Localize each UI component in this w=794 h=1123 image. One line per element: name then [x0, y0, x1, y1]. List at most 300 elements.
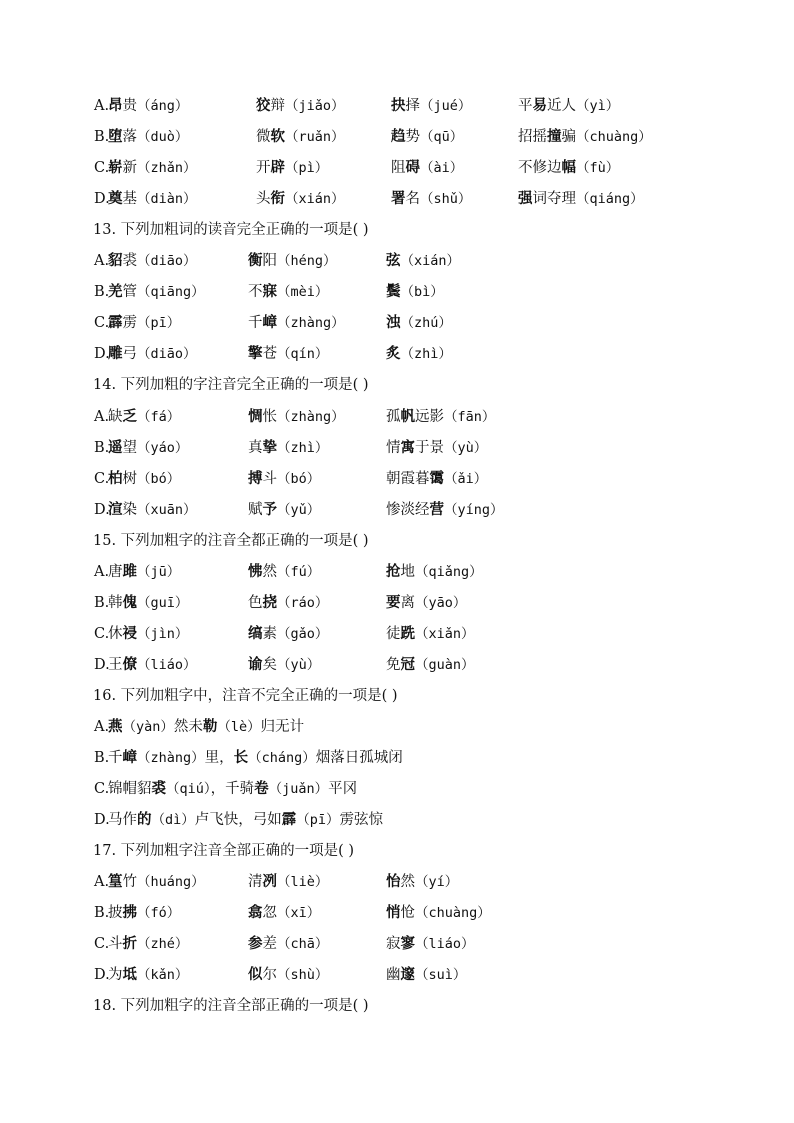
pinyin: （liáo） — [137, 656, 197, 673]
bold-char: 嶂 — [262, 314, 277, 332]
bold-char: 燕 — [108, 718, 123, 735]
pinyin: （jū） — [137, 563, 181, 580]
question-stem: 17. 下列加粗字注音全部正确的一项是( ) — [93, 843, 355, 860]
item-text: 树 — [122, 470, 137, 487]
pinyin: （qiáng） — [576, 191, 644, 208]
bold-char: 雕 — [108, 345, 123, 363]
bold-char: 挚 — [262, 438, 277, 456]
bold-char: 软 — [270, 128, 285, 146]
bold-char: 貂 — [108, 252, 123, 270]
option-item — [386, 312, 452, 334]
pinyin: （zhì） — [400, 346, 452, 363]
item-text: 尔 — [262, 967, 277, 984]
item-text: 清 — [248, 874, 263, 891]
bold-char: 寥 — [400, 935, 415, 953]
item-text: 然 — [262, 563, 277, 580]
bold-char: 霹 — [108, 314, 123, 332]
bold-char: 抉 — [391, 97, 406, 114]
item-text: 招摇 — [518, 129, 547, 146]
item-text: 苍 — [262, 346, 277, 363]
bold-char: 狡 — [256, 97, 271, 114]
bold-char: 怡 — [386, 873, 401, 891]
option-item — [518, 157, 619, 179]
pinyin: （huáng） — [137, 874, 205, 891]
bold-char: 缟 — [248, 624, 263, 642]
pinyin: （qū） — [420, 129, 464, 146]
pinyin: （yǔ） — [277, 501, 321, 518]
option-label: C. — [94, 625, 110, 642]
pinyin: （yāo） — [415, 594, 467, 611]
pinyin: （duò） — [137, 129, 189, 146]
option-item — [248, 561, 320, 583]
item-text: 韩 — [108, 594, 123, 611]
item-text: 唐 — [108, 563, 123, 580]
option-label: D. — [94, 656, 110, 673]
item-text: 平冈 — [328, 781, 358, 798]
item-text: 竹 — [122, 874, 137, 891]
bold-char: 裘 — [151, 780, 166, 798]
pinyin: （ǎi） — [444, 470, 488, 487]
bold-char: 似 — [248, 966, 263, 984]
option-item — [256, 157, 328, 179]
pinyin: （diāo） — [137, 346, 197, 363]
bold-char: 撞 — [547, 128, 562, 146]
bold-char: 渲 — [108, 500, 123, 518]
option-label: C. — [94, 160, 110, 177]
item-text: 贵 — [122, 98, 137, 114]
pinyin: （zhǎn） — [137, 160, 197, 177]
question-stem: 13. 下列加粗词的读音完全正确的一项是( ) — [93, 222, 369, 239]
pinyin: （yàn） — [122, 719, 174, 735]
pinyin: （áng） — [137, 98, 189, 114]
item-text: 管 — [122, 284, 137, 301]
option-label: A. — [94, 98, 110, 114]
pinyin: （bó） — [277, 470, 321, 487]
bold-char: 拂 — [122, 904, 137, 922]
option-item — [195, 812, 340, 828]
bold-char: 鬓 — [386, 283, 401, 301]
option-item — [256, 188, 345, 210]
option-item — [108, 781, 211, 797]
item-text: 头 — [256, 191, 271, 208]
option-label: B. — [94, 905, 110, 922]
bold-char: 营 — [429, 500, 444, 518]
question-stem: 15. 下列加粗字的注音全都正确的一项是( ) — [93, 532, 369, 549]
pinyin: （qiú） — [166, 781, 211, 798]
option-item — [386, 406, 495, 428]
option-label: A. — [94, 563, 110, 580]
option-item — [108, 468, 180, 490]
pinyin: （héng） — [277, 253, 337, 270]
bold-char: 衡 — [248, 252, 263, 270]
option-item — [248, 406, 345, 428]
pinyin: （chā） — [277, 936, 329, 953]
option-item — [518, 126, 652, 148]
pinyin: （diàn） — [137, 191, 197, 208]
option-item — [211, 781, 329, 797]
item-text: 平 — [518, 98, 533, 114]
option-item — [108, 561, 180, 583]
item-text: 远影 — [415, 408, 444, 425]
item-text: 里， — [204, 750, 234, 767]
bold-char: 挠 — [262, 593, 277, 611]
item-text: 雳 — [122, 315, 137, 332]
bold-char: 署 — [391, 190, 406, 208]
option-item — [391, 188, 471, 210]
bold-char: 参 — [248, 935, 263, 953]
item-text: 情 — [386, 439, 401, 456]
option-item — [386, 437, 487, 459]
option-sentence — [108, 747, 403, 769]
item-text: 不修边 — [518, 160, 562, 177]
item-text: 词夺理 — [532, 191, 576, 208]
bold-char: 帆 — [400, 407, 415, 425]
option-item — [261, 719, 305, 735]
bold-char: 予 — [262, 500, 277, 518]
item-text: 归无计 — [260, 719, 305, 735]
pinyin: （yáo） — [137, 439, 189, 456]
pinyin: （juǎn） — [268, 781, 329, 798]
option-item — [248, 468, 320, 490]
item-text: ，千骑 — [210, 781, 255, 798]
option-item — [256, 95, 345, 117]
pinyin: （fú） — [277, 563, 321, 580]
pinyin: （zhàng） — [277, 315, 345, 332]
bold-char: 幅 — [561, 159, 576, 177]
option-item — [108, 719, 174, 735]
option-sentence — [108, 716, 304, 738]
option-item — [248, 592, 328, 614]
option-label: D. — [94, 191, 110, 208]
bold-char: 搏 — [248, 469, 263, 487]
option-label: A. — [94, 408, 110, 425]
pinyin: （qiāng） — [137, 284, 205, 301]
item-text: 锦帽貂 — [108, 781, 152, 798]
bold-char: 雎 — [122, 562, 137, 580]
item-text: 马作 — [108, 812, 137, 829]
pinyin: （liáo） — [415, 936, 475, 953]
item-text: 千 — [108, 750, 123, 767]
item-text: 矣 — [262, 656, 277, 673]
option-item — [256, 126, 345, 148]
option-item — [108, 95, 188, 117]
bold-char: 碍 — [405, 159, 420, 177]
pinyin: （lè） — [217, 719, 261, 735]
item-text: 择 — [405, 98, 420, 114]
item-text: 怆 — [400, 905, 415, 922]
option-item — [386, 902, 491, 924]
pinyin: （zhú） — [400, 315, 452, 332]
bold-char: 折 — [122, 935, 137, 953]
pinyin: （chuàng） — [415, 905, 491, 922]
bold-char: 衔 — [270, 190, 285, 208]
pinyin: （chuàng） — [576, 129, 652, 146]
bold-char: 嶂 — [122, 749, 137, 767]
option-label: D. — [94, 812, 110, 829]
bold-char: 奠 — [108, 190, 123, 208]
option-item — [248, 281, 328, 303]
option-item — [248, 933, 328, 955]
option-item — [108, 812, 195, 828]
option-label: A. — [94, 719, 110, 735]
option-item — [391, 126, 463, 148]
pinyin: （qiǎng） — [415, 563, 483, 580]
option-item — [108, 871, 205, 893]
bold-char: 翕 — [248, 904, 263, 922]
bold-char: 勒 — [202, 718, 218, 735]
bold-char: 弦 — [386, 252, 401, 270]
bold-char: 卷 — [254, 780, 269, 798]
item-text: 斗 — [108, 936, 123, 953]
option-label: B. — [94, 439, 110, 456]
pinyin: （cháng） — [248, 750, 316, 767]
option-item — [248, 902, 320, 924]
pinyin: （guàn） — [415, 656, 475, 673]
option-item — [108, 964, 188, 986]
item-text: 孤 — [386, 408, 401, 425]
pinyin: （jué） — [420, 98, 472, 114]
bold-char: 篁 — [108, 873, 123, 891]
item-text: 于景 — [415, 439, 444, 456]
item-text: 微 — [256, 129, 271, 146]
item-text: 千 — [248, 315, 263, 332]
bold-char: 傀 — [122, 593, 137, 611]
item-text: 开 — [256, 160, 271, 177]
item-text: 阻 — [391, 160, 406, 177]
pinyin: （xián） — [400, 253, 461, 270]
pinyin: （liè） — [277, 874, 329, 891]
option-label: C. — [94, 936, 110, 953]
bold-char: 长 — [233, 749, 249, 767]
item-text: 真 — [248, 439, 263, 456]
option-label: D. — [94, 967, 110, 984]
item-text: 然 — [400, 874, 415, 891]
pinyin: （mèi） — [277, 284, 329, 301]
pinyin: （kǎn） — [137, 967, 189, 984]
item-text: 势 — [405, 129, 420, 146]
bold-char: 霭 — [429, 469, 444, 487]
bold-char: 谕 — [248, 655, 263, 673]
bold-char: 悄 — [386, 904, 401, 922]
bold-char: 霹 — [281, 811, 297, 829]
pinyin: （xián） — [285, 191, 345, 208]
bold-char: 冠 — [400, 655, 415, 673]
bold-char: 寐 — [262, 283, 277, 301]
option-label: D. — [94, 501, 110, 518]
option-label: B. — [94, 594, 110, 611]
pinyin: （shù） — [277, 967, 329, 984]
pinyin: （suì） — [415, 967, 467, 984]
pinyin: （jìn） — [137, 625, 189, 642]
item-text: 基 — [122, 191, 137, 208]
option-item — [386, 250, 460, 272]
item-text: 望 — [122, 439, 137, 456]
item-text: 然未 — [173, 719, 203, 735]
bold-char: 要 — [386, 593, 401, 611]
bold-char: 炙 — [386, 345, 401, 363]
option-item — [248, 343, 328, 365]
option-item — [108, 281, 205, 303]
item-text: 离 — [400, 594, 415, 611]
item-text: 雳弦惊 — [339, 812, 384, 829]
option-item — [248, 499, 320, 521]
option-item — [108, 933, 188, 955]
pinyin: （guī） — [137, 594, 189, 611]
bold-char: 趋 — [391, 128, 406, 146]
option-item — [340, 812, 384, 828]
item-text: 新 — [122, 160, 137, 177]
pinyin: （bì） — [400, 284, 444, 301]
item-text: 王 — [108, 656, 123, 673]
option-item — [108, 902, 180, 924]
item-text: 素 — [262, 625, 277, 642]
option-label: A. — [94, 253, 110, 270]
option-item — [108, 312, 180, 334]
question-stem: 16. 下列加粗字中，注音不完全正确的一项是( ) — [93, 687, 398, 704]
item-text: 卢飞快，弓如 — [194, 812, 282, 829]
item-text: 染 — [122, 501, 137, 518]
pinyin: （fù） — [576, 160, 620, 177]
pinyin: （fān） — [444, 408, 496, 425]
option-sentence — [108, 778, 357, 800]
option-item — [108, 750, 205, 766]
option-label: C. — [94, 470, 110, 487]
item-text: 烟落日孤城闭 — [315, 750, 403, 767]
option-item — [386, 499, 504, 521]
pinyin: （pī） — [296, 812, 340, 829]
pinyin: （yù） — [444, 439, 488, 456]
item-text: 辩 — [270, 98, 285, 114]
bold-char: 寓 — [400, 438, 415, 456]
option-item — [108, 250, 197, 272]
pinyin: （fó） — [137, 905, 181, 922]
bold-char: 昂 — [108, 97, 123, 114]
item-text: 落 — [122, 129, 137, 146]
option-item — [386, 592, 466, 614]
option-label: C. — [94, 781, 110, 798]
option-item — [316, 750, 403, 766]
bold-char: 擎 — [248, 345, 263, 363]
option-label: C. — [94, 315, 110, 332]
option-label: B. — [94, 750, 110, 767]
item-text: 名 — [405, 191, 420, 208]
bold-char: 羌 — [108, 283, 123, 301]
option-label: B. — [94, 284, 110, 301]
bold-char: 浊 — [386, 314, 401, 332]
bold-char: 邃 — [400, 966, 415, 984]
item-text: 怅 — [262, 408, 277, 425]
option-item — [108, 126, 188, 148]
item-text: 骗 — [561, 129, 576, 146]
pinyin: （fá） — [137, 408, 181, 425]
item-text: 不 — [248, 284, 263, 301]
option-item — [386, 654, 475, 676]
option-label: D. — [94, 346, 110, 363]
item-text: 差 — [262, 936, 277, 953]
option-item — [205, 750, 316, 766]
pinyin: （dì） — [151, 812, 195, 829]
item-text: 寂 — [386, 936, 401, 953]
bold-char: 柏 — [108, 469, 123, 487]
option-item — [386, 561, 483, 583]
bold-char: 的 — [137, 811, 152, 829]
option-item — [108, 623, 188, 645]
option-item — [328, 781, 357, 797]
item-text: 裘 — [122, 253, 137, 270]
option-item — [248, 437, 328, 459]
item-text: 徒 — [386, 625, 401, 642]
option-item — [108, 437, 188, 459]
option-item — [248, 250, 337, 272]
item-text: 惨淡经 — [386, 501, 430, 518]
item-text: 赋 — [248, 501, 263, 518]
pinyin: （pì） — [285, 160, 329, 177]
item-text: 缺 — [108, 408, 123, 425]
item-text: 地 — [400, 563, 415, 580]
option-item — [391, 157, 463, 179]
pinyin: （zhàng） — [137, 750, 205, 767]
item-text: 披 — [108, 905, 123, 922]
bold-char: 崭 — [108, 159, 123, 177]
bold-char: 抢 — [386, 562, 401, 580]
item-text: 近人 — [547, 98, 576, 114]
bold-char: 易 — [532, 97, 547, 114]
item-text: 为 — [108, 967, 123, 984]
pinyin: （jiǎo） — [285, 98, 345, 114]
item-text: 休 — [108, 625, 123, 642]
pinyin: （zhàng） — [277, 408, 345, 425]
option-item — [518, 188, 644, 210]
bold-char: 跣 — [400, 624, 415, 642]
item-text: 阳 — [262, 253, 277, 270]
pinyin: （xī） — [277, 905, 321, 922]
option-item — [391, 95, 471, 117]
option-item — [108, 188, 197, 210]
pinyin: （yíng） — [444, 501, 504, 518]
option-item — [248, 871, 328, 893]
option-item — [518, 95, 619, 117]
option-item — [386, 964, 466, 986]
pinyin: （gǎo） — [277, 625, 329, 642]
pinyin: （yì） — [576, 98, 620, 114]
bold-char: 辟 — [270, 159, 285, 177]
item-text: 幽 — [386, 967, 401, 984]
pinyin: （diāo） — [137, 253, 197, 270]
bold-char: 怫 — [248, 562, 263, 580]
bold-char: 惆 — [248, 407, 263, 425]
option-item — [386, 871, 458, 893]
option-item — [248, 964, 328, 986]
option-item — [108, 592, 188, 614]
option-item — [386, 933, 475, 955]
option-label: B. — [94, 129, 110, 146]
pinyin: （yí） — [415, 874, 459, 891]
pinyin: （xiǎn） — [415, 625, 475, 642]
option-item — [386, 281, 444, 303]
pinyin: （ráo） — [277, 594, 329, 611]
pinyin: （qín） — [277, 346, 329, 363]
option-item — [108, 499, 197, 521]
pinyin: （bó） — [137, 470, 181, 487]
option-item — [248, 623, 328, 645]
bold-char: 坻 — [122, 966, 137, 984]
item-text: 免 — [386, 656, 401, 673]
pinyin: （ruǎn） — [285, 129, 345, 146]
bold-char: 冽 — [262, 873, 277, 891]
option-item — [108, 654, 197, 676]
option-label: A. — [94, 874, 110, 891]
bold-char: 乏 — [122, 407, 137, 425]
